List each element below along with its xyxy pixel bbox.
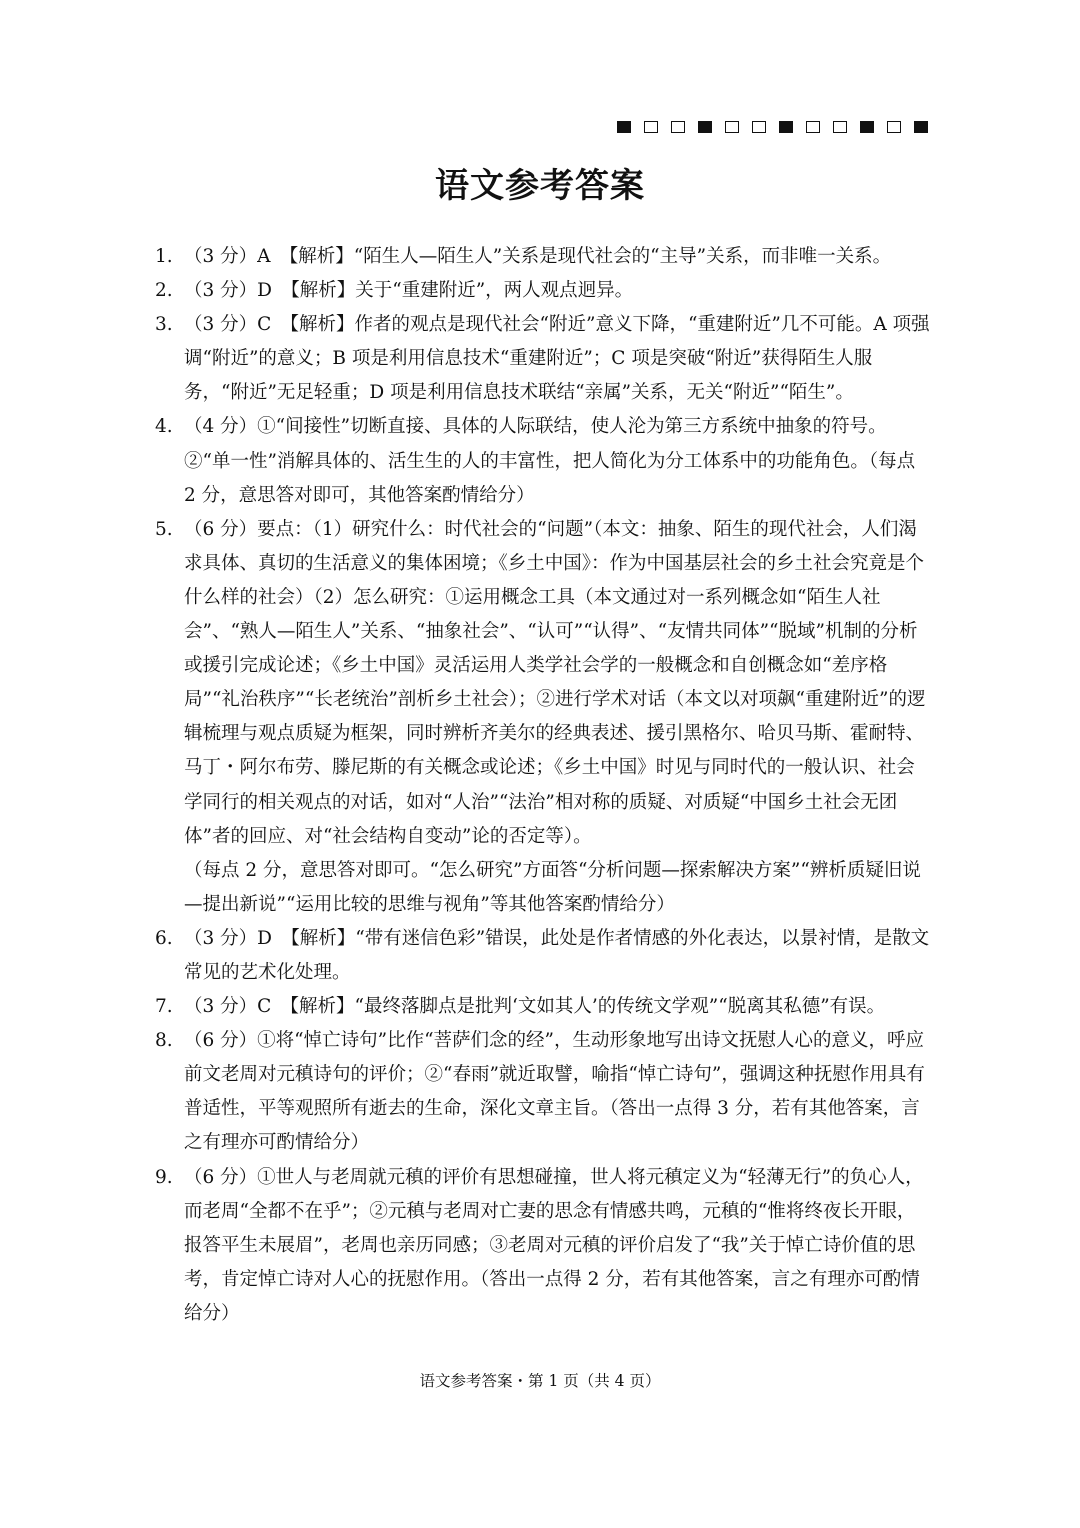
answer-number: 1. <box>155 246 173 267</box>
outline-square-icon <box>752 121 766 133</box>
answer-list <box>155 240 931 1331</box>
answer-item-5 <box>155 513 931 854</box>
outline-square-icon <box>671 121 685 133</box>
outline-square-icon <box>887 121 901 133</box>
outline-square-icon <box>644 121 658 133</box>
answer-text: （4 分）①“间接性”切断直接、具体的人际联结，使人沦为第三方系统中抽象的符号。②“单一性”消解具体的、活生生的人的丰富性，把人简化为分工体系中的功能角色。（每点 2 分，意思答对即可，其他答案酌情给分） <box>184 416 916 506</box>
answer-item-9 <box>155 1161 931 1331</box>
answer-number: 9. <box>155 1166 173 1188</box>
filled-square-icon <box>779 121 793 133</box>
answer-5-note: （每点 2 分，意思答对即可。“怎么研究”方面答“分析问题—探索解决方案”“辨析质疑旧说—提出新说”“运用比较的思维与视角”等其他答案酌情给分） <box>184 859 921 915</box>
answer-number: 7. <box>155 996 173 1018</box>
answer-text: （3 分）C 【解析】“最终落脚点是批判‘文如其人’的传统文学观”“脱离其私德”有误。 <box>184 996 886 1018</box>
answer-text: （6 分）①世人与老周就元稹的评价有思想碰撞，世人将元稹定义为“轻薄无行”的负心人，而老周“全都不在乎”；②元稹与老周对亡妻的思念有情感共鸣，元稹的“惟将终夜长开眼，报答平生未展眉”，老周也亲历同感；③老周对元稹的评价启发了“我”关于悼亡诗价值的思考，肯定悼亡诗对人心的抚慰作用。（答出一点得 2 分，若有其他答案，言之有理亦可酌情给分） <box>184 1166 924 1324</box>
answer-number: 3. <box>155 314 173 336</box>
answer-text: （3 分）C 【解析】作者的观点是现代社会“附近”意义下降，“重建附近”几不可能。A 项强调“附近”的意义；B 项是利用信息技术“重建附近”；C 项是突破“附近”获得陌生人服务，“附近”无足轻重；D 项是利用信息技术联结“亲属”关系，无关“附近”“陌生”。 <box>184 314 930 404</box>
answer-text: （6 分）①将“悼亡诗句”比作“菩萨们念的经”，生动形象地写出诗文抚慰人心的意义，呼应前文老周对元稹诗句的评价；②“春雨”就近取譬，喻指“悼亡诗句”，强调这种抚慰作用具有普适性，平等观照所有逝去的生命，深化文章主旨。（答出一点得 3 分，若有其他答案，言之有理亦可酌情给分） <box>184 1030 925 1154</box>
page-footer: 语文参考答案・第 1 页（共 4 页） <box>419 1372 661 1390</box>
outline-square-icon <box>806 121 820 133</box>
answer-item-3 <box>155 308 931 410</box>
filled-square-icon <box>860 121 874 133</box>
answer-number: 8. <box>155 1030 173 1052</box>
answer-text: （3 分）D 【解析】“带有迷信色彩”错误，此处是作者情感的外化表达，以景衬情，是散文常见的艺术化处理。 <box>184 927 930 983</box>
filled-square-icon <box>617 121 631 133</box>
answer-number: 5. <box>155 518 173 540</box>
header-marks <box>617 121 928 133</box>
answer-item-4 <box>155 410 931 512</box>
filled-square-icon <box>914 121 928 133</box>
outline-square-icon <box>833 121 847 133</box>
answer-number: 4. <box>155 416 173 438</box>
outline-square-icon <box>725 121 739 133</box>
page-title: 语文参考答案 <box>435 166 645 206</box>
answer-item-7 <box>155 990 931 1024</box>
answer-item-2 <box>155 274 931 308</box>
answer-text: （3 分）D 【解析】关于“重建附近”，两人观点迥异。 <box>184 280 634 302</box>
answer-text: （6 分）要点：（1）研究什么：时代社会的“问题”（本文：抽象、陌生的现代社会，人们渴求具体、真切的生活意义的集体困境；《乡土中国》：作为中国基层社会的乡土社会究竟是个什么样的社会）（2）怎么研究：①运用概念工具（本文通过对一系列概念如“陌生人社会”、“熟人—陌生人”关系、“抽象社会”、“认可”“认得”、“友情共同体”“脱域”机制的分析或援引完成论述；《乡土中国》灵活运用人类学社会学的一般概念和自创概念如“差序格局”“礼治秩序”“长老统治”剖析乡土社会）；②进行学术对话（本文以对项飙“重建附近”的逻辑梳理与观点质疑为框架，同时辨析齐美尔的经典表述、援引黑格尔、哈贝马斯、霍耐特、马丁・阿尔布劳、滕尼斯的有关概念或论述；《乡土中国》时见与同时代的一般认识、社会学同行的相关观点的对话，如对“人治”“法治”相对称的质疑、对质疑“中国乡土社会无团体”者的回应、对“社会结构自变动”论的否定等）。 <box>184 518 926 847</box>
answer-item-6 <box>155 922 931 990</box>
filled-square-icon <box>698 121 712 133</box>
answer-number: 2. <box>155 280 173 302</box>
answer-text: （3 分）A 【解析】“陌生人—陌生人”关系是现代社会的“主导”关系，而非唯一关系。 <box>184 246 892 267</box>
answer-item-8 <box>155 1024 931 1160</box>
answer-item-1 <box>155 240 931 274</box>
answer-number: 6. <box>155 927 173 949</box>
